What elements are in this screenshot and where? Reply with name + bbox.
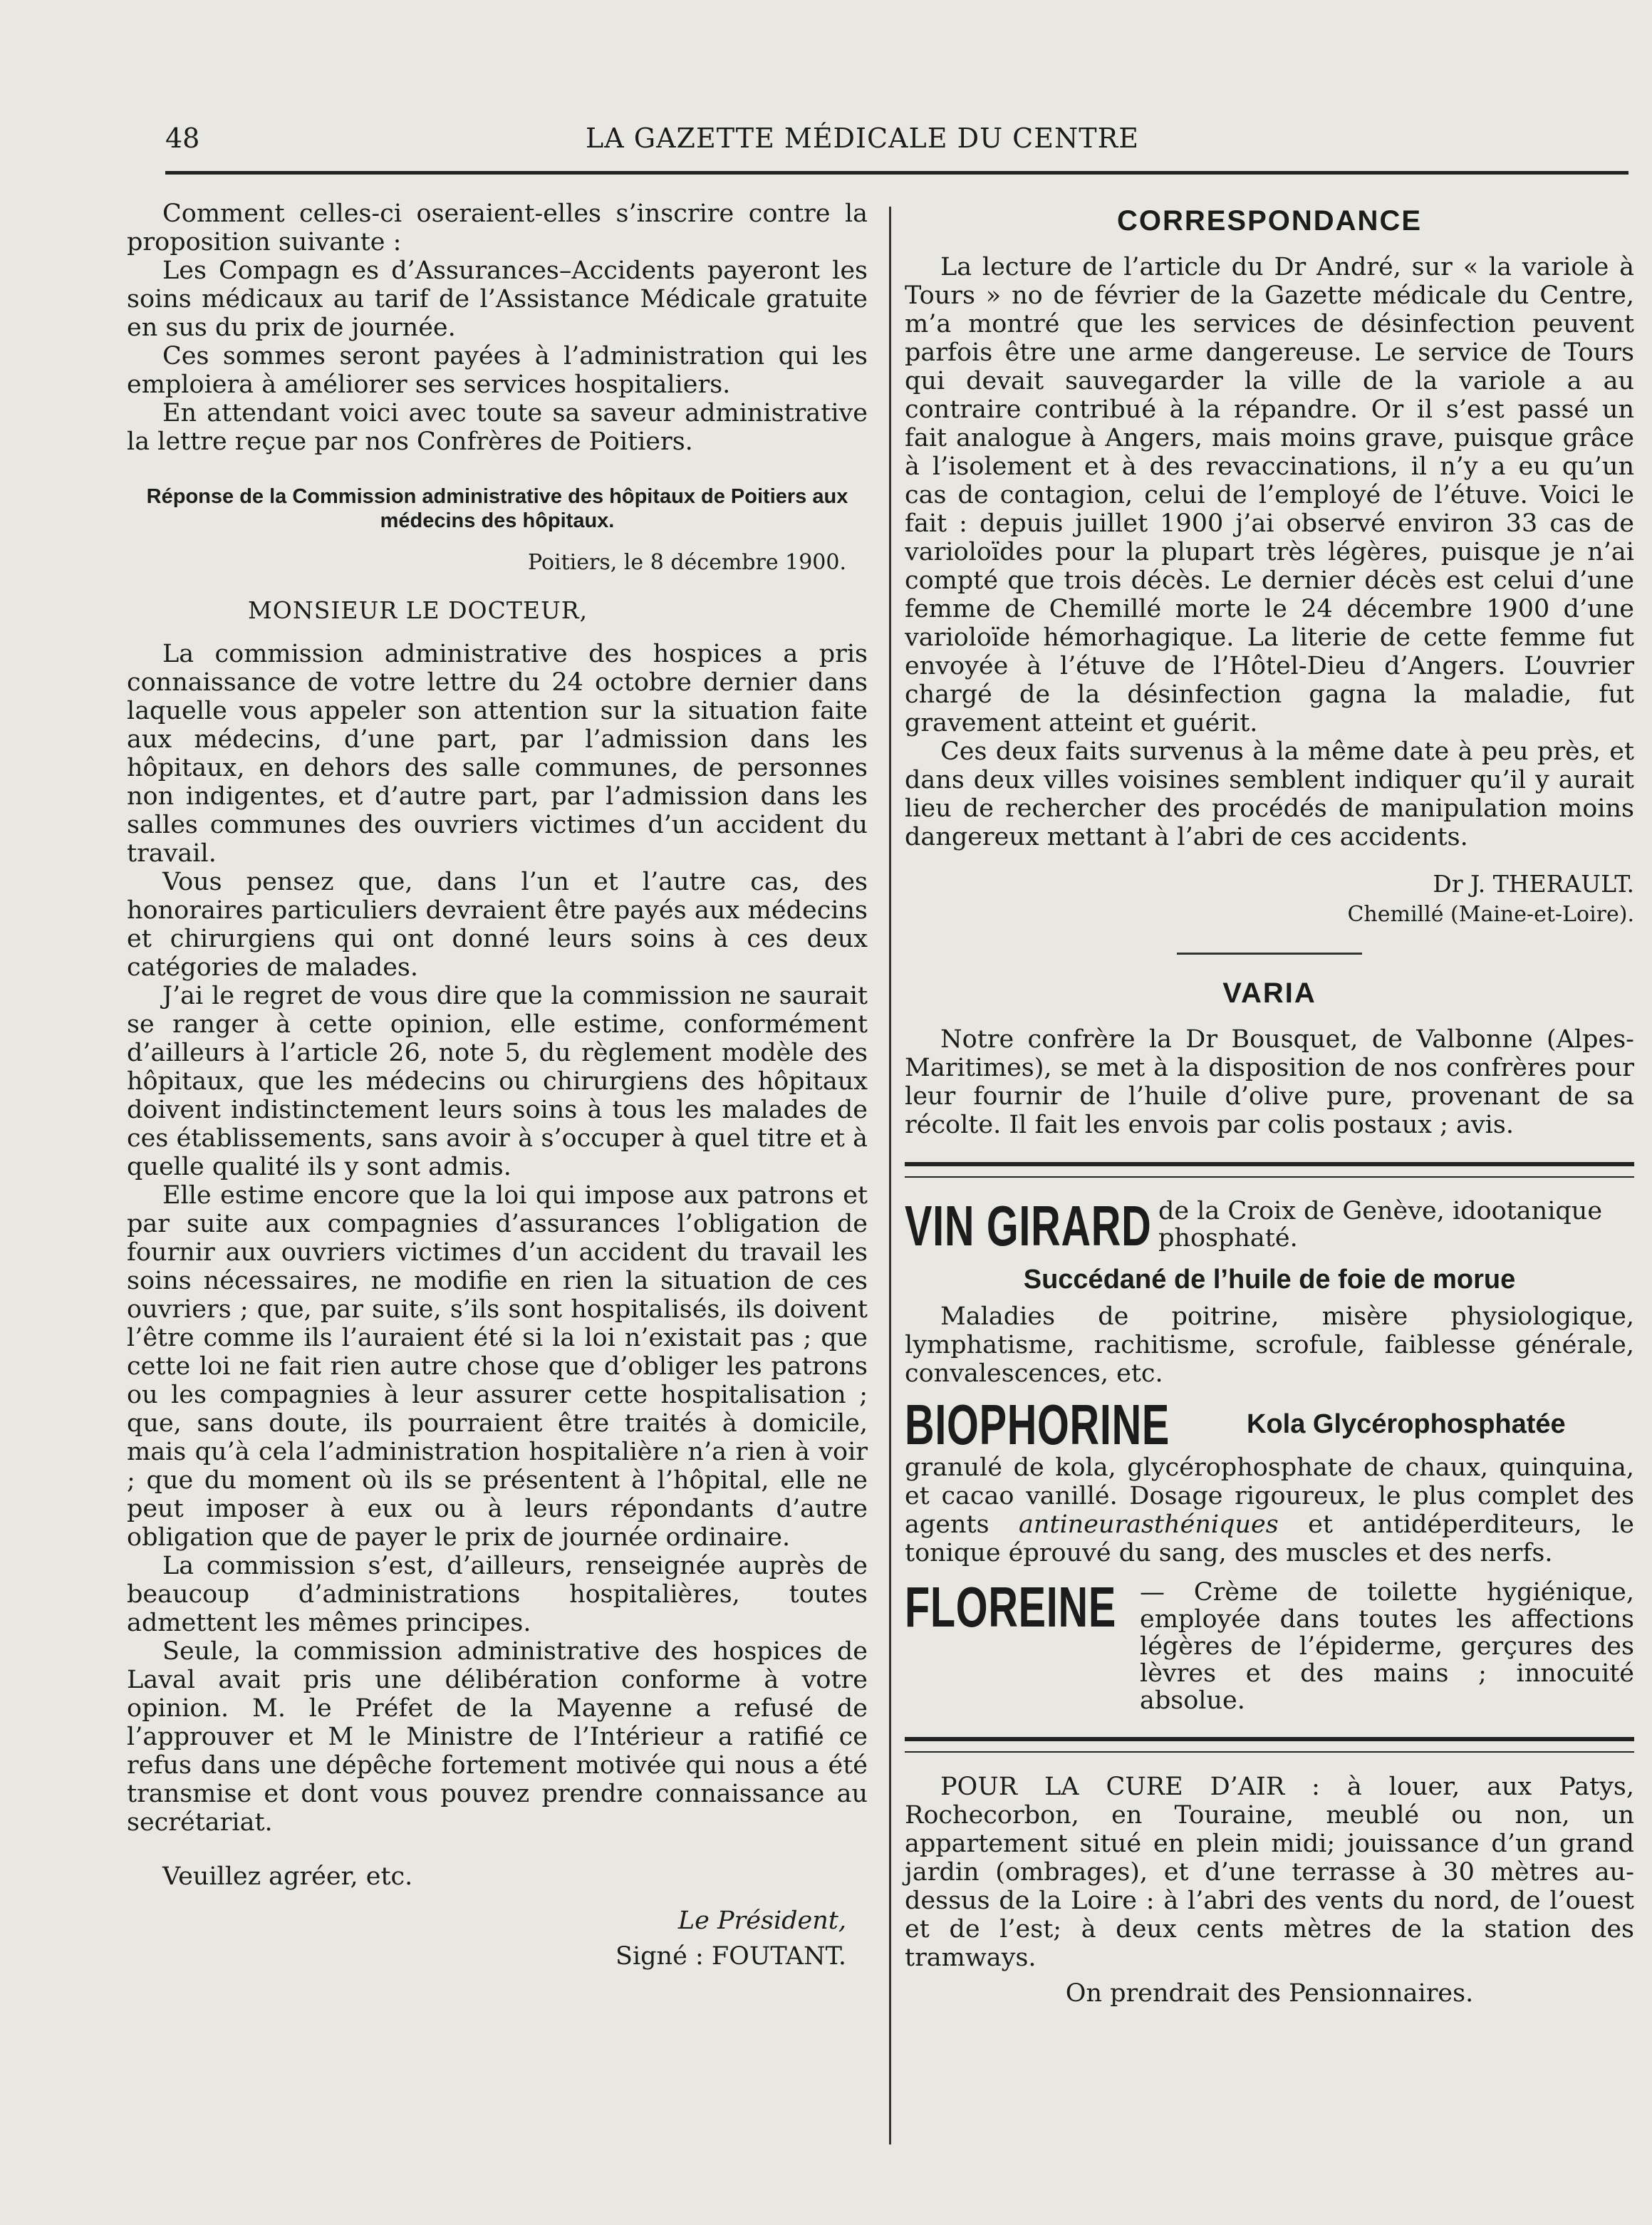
ads-top-rule xyxy=(905,1162,1634,1178)
vin-girard-body: Maladies de poitrine, misère physiologique, lymphatisme, rachitisme, scrofule, faiblesse générale, convalescences, etc. xyxy=(905,1302,1634,1388)
intro-paragraph: En attendant voici avec toute sa saveur administrative la lettre reçue par nos Confrères de Poitiers. xyxy=(127,399,868,456)
letter-closing: Veuillez agréer, etc. xyxy=(162,1862,413,1891)
varia-paragraph: Notre confrère la Dr Bousquet, de Valbonne (Alpes-Maritimes), se met à la disposition de nos confrères pour leur fournir de l’huile d’olive pure, provenant de sa récolte. Il fait les envois par colis postaux ; avis. xyxy=(905,1025,1634,1139)
ads-bottom-rule xyxy=(905,1737,1634,1753)
page-number: 48 xyxy=(165,123,200,154)
intro-paragraph: Les Compagn es d’Assurances–Accidents payeront les soins médicaux au tarif de l’Assistance Médicale gratuite en sus du prix de journée. xyxy=(127,256,868,342)
varia-heading: VARIA xyxy=(1222,977,1316,1009)
biophorine-body-start: granulé de kola, glycérophosphate de chaux, quinquina, et cacao vanillé. Dosage rigoureux, le plus complet des agents xyxy=(905,1453,1634,1539)
floreine-text: — Crème de toilette hygiénique, employée dans toutes les affections légères de l’épiderme, gerçures des lèvres et des mains ; innocuité absolue. xyxy=(1140,1578,1634,1715)
intro-paragraph: Comment celles-ci oseraient-elles s’inscrire contre la proposition suivante : xyxy=(127,199,868,256)
letter-paragraph: La commission administrative des hospices a pris connaissance de votre lettre du 24 octobre dernier dans laquelle vous appeler son attention sur la situation faite aux médecins, d’une part, par l’admission dans les hôpitaux, en dehors des salle communes, de personnes non indigentes, et d’autre part, par l’admission dans les salles communes des ouvriers victimes d’un accident du travail. xyxy=(127,640,868,868)
header-rule xyxy=(165,171,1628,175)
biophorine-brand: BIOPHORINE xyxy=(905,1393,1170,1456)
letter-salutation: MONSIEUR LE DOCTEUR, xyxy=(248,596,588,624)
letter-paragraph: Vous pensez que, dans l’un et l’autre cas, des honoraires particuliers devraient être payés aux médecins et chirurgiens qui ont donné leurs soins à ces deux catégories de malades. xyxy=(127,868,868,982)
signature-name: Signé : FOUTANT. xyxy=(615,1942,846,1971)
correspondance-author: Dr J. THERAULT. xyxy=(1433,870,1634,898)
intro-paragraph: Ces sommes seront payées à l’administration qui les emploiera à améliorer ses services hospitaliers. xyxy=(127,342,868,399)
vin-girard-text: de la Croix de Genève, idootanique phosphaté. xyxy=(1158,1197,1603,1252)
journal-title: LA GAZETTE MÉDICALE DU CENTRE xyxy=(586,123,1139,154)
correspondance-paragraph: Ces deux faits survenus à la même date à peu près, et dans deux villes voisines semblent indiquer qu’il y aurait lieu de rechercher des procédés de manipulation moins dangereux mettant à l’abri de ces accidents. xyxy=(905,737,1634,851)
correspondance-heading: CORRESPONDANCE xyxy=(1116,205,1423,237)
biophorine-body xyxy=(905,1453,1634,1567)
vin-girard-ad xyxy=(905,1194,1634,1257)
biophorine-body-italic: antineurasthéniques xyxy=(1018,1510,1279,1539)
vin-girard-brand: VIN GIRARD xyxy=(905,1194,1152,1257)
biophorine-tagline: Kola Glycérophosphatée xyxy=(1247,1409,1566,1439)
correspondance-place: Chemillé (Maine-et-Loire). xyxy=(1347,902,1634,927)
biophorine-ad xyxy=(905,1393,1634,1456)
signature-title: Le Président, xyxy=(677,1907,846,1935)
correspondance-paragraph: La lecture de l’article du Dr André, sur « la variole à Tours » no de février de la Gazette médicale du Centre, m’a montré que les services de désinfection peuvent parfois être une arme dangereuse. Le service de Tours qui devait sauvegarder la ville de la variole a au contraire contribué à la répandre. Or il s’est passé un fait analogue à Angers, mais moins grave, puisque grâce à l’isolement et à des revaccinations, il n’y a eu qu’un cas de contagion, celui de l’employé de l’étuve. Voici le fait : depuis juillet 1900 j’ai observé environ 33 cas de varioloïdes pour la plupart très légères, puisque je n’ai compté que trois décès. Le dernier décès est celui d’une femme de Chemillé morte le 24 décembre 1900 d’une varioloïde hémorhagique. La literie de cette femme fut envoyée à l’étuve de l’Hôtel-Dieu d’Angers. L’ouvrier chargé de la désinfection gagna la maladie, fut gravement atteint et guérit. xyxy=(905,253,1634,737)
reponse-heading: Réponse de la Commission administrative des hôpitaux de Poitiers aux médecins des hôpitaux. xyxy=(146,485,848,532)
cure-air-ad: POUR LA CURE D’AIR : à louer, aux Patys, Rochecorbon, en Touraine, meublé ou non, un appartement situé en plein midi; jouissance d’un grand jardin (ombrages), et d’une terrasse à 30 mètres au-dessus de la Loire : à l’abri des vents du nord, de l’ouest et de l’est; à deux cents mètres de la station des tramways. xyxy=(905,1773,1634,1972)
section-rule xyxy=(1177,953,1362,955)
letter-dateline: Poitiers, le 8 décembre 1900. xyxy=(527,550,846,575)
pension-line: On prendrait des Pensionnaires. xyxy=(1065,1979,1474,2008)
biophorine-body-end: et antidéperditeurs, le tonique éprouvé du sang, des muscles et des nerfs. xyxy=(905,1510,1634,1567)
right-column xyxy=(905,199,1634,2008)
letter-paragraph: Elle estime encore que la loi qui impose aux patrons et par suite aux compagnies d’assurances l’obligation de fournir aux ouvriers victimes d’un accident du travail les soins nécessaires, ne modifie en rien la situation de ces ouvriers ; que, par suite, s’ils sont hospitalisés, ils doivent l’être comme ils l’auraient été si la loi n’existait pas ; que cette loi ne fait rien autre chose que d’obliger les patrons ou les compagnies à leur assurer cette hospitalisation ; que, sans doute, ils pourraient être traités à domicile, mais qu’à cela l’administration hospitalière n’a rien à voir ; que du moment où ils se présentent à l’hôpital, elle ne peut imposer à eux ou à leurs répondants d’autre obligation que de payer le prix de journée ordinaire. xyxy=(127,1181,868,1552)
floreine-brand: FLOREINE xyxy=(905,1575,1116,1639)
letter-paragraph: La commission s’est, d’ailleurs, renseignée auprès de beaucoup d’administrations hospitalières, toutes admettent les mêmes principes. xyxy=(127,1552,868,1637)
letter-paragraph: J’ai le regret de vous dire que la commission ne saurait se ranger à cette opinion, elle estime, conformément d’ailleurs à l’article 26, note 5, du règlement modèle des hôpitaux, que les médecins ou chirurgiens des hôpitaux doivent indistinctement leurs soins à tous les malades de ces établissements, sans avoir à s’occuper à quel titre et à quelle qualité ils y sont admis. xyxy=(127,982,868,1181)
floreine-ad xyxy=(905,1575,1634,1715)
column-divider xyxy=(889,207,891,2144)
left-column xyxy=(127,199,868,1971)
letter-paragraph: Seule, la commission administrative des hospices de Laval avait pris une délibération conforme à votre opinion. M. le Préfet de la Mayenne a refusé de l’approuver et M le Ministre de l’Intérieur a ratifié ce refus dans une dépêche fortement motivée qui nous a été transmise et dont vous pouvez prendre connaissance au secrétariat. xyxy=(127,1637,868,1837)
vin-girard-subhead: Succédané de l’huile de foie de morue xyxy=(1023,1265,1516,1295)
